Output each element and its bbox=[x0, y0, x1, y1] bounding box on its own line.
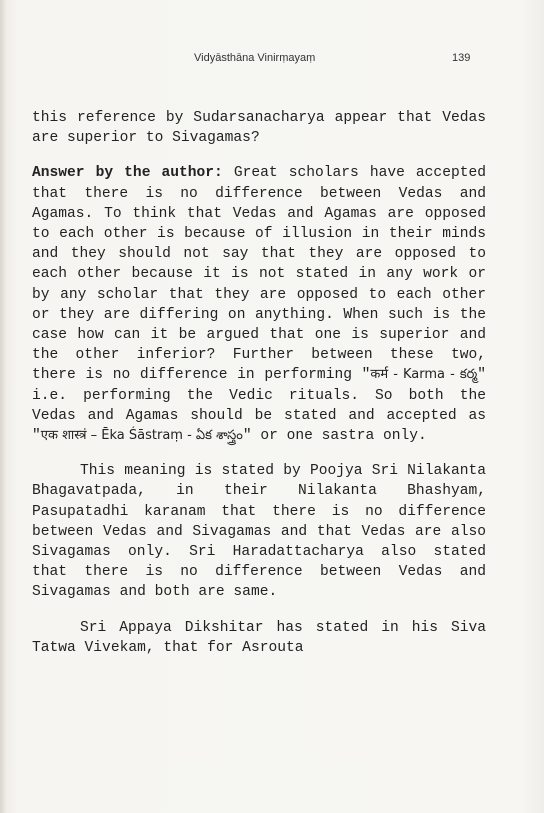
page-number: 139 bbox=[452, 52, 471, 64]
page-binding-edge bbox=[0, 0, 6, 813]
paragraph-3: This meaning is stated by Poojya Sri Nilakanta Bhagavatpada, in their Nilakanta Bhashyam, Pasupatadhi karanam that there is no difference between Vedas and Sivagamas and that Vedas are also Sivagamas only. Sri Haradattacharya also stated that there is no difference between Vedas and Sivagamas and both are same. bbox=[32, 463, 486, 601]
term-eka-sastram: एक शास्त्रं – Ēka Śāstraṃ - ఏక శాస్త్రం bbox=[40, 428, 243, 444]
running-head: Vidyāsthāna Vinirṃayaṃ bbox=[194, 52, 316, 64]
paragraph-2-text-b: " i.e. performing the Vedic rituals. So both the Vedas and Agamas should be stated and accepted as " bbox=[32, 367, 486, 445]
paragraph-2-text-a: Great scholars have accepted that there is no difference between Vedas and Agamas. To think that Vedas and Agamas are opposed to each other is because of illusion in their minds and they should not say that they are opposed to each other because it is not stated in any work or by any scholar that they are opposed to each other or they are differing on anything. When such is the case how can it be argued that one is superior and the other inferior? Further between these two, there is no difference in performing " bbox=[32, 165, 486, 384]
paragraph-4: Sri Appaya Dikshitar has stated in his Siva Tatwa Vivekam, that for Asrouta bbox=[32, 619, 486, 656]
page-header bbox=[0, 52, 544, 68]
paragraph-2 bbox=[32, 163, 486, 446]
paragraph-1: this reference by Sudarsanacharya appear that Vedas are superior to Sivagamas? bbox=[32, 110, 486, 147]
term-karma: कर्म - Karma - కర్మ bbox=[370, 367, 478, 383]
paragraph-2-text-c: " or one sastra only. bbox=[242, 428, 427, 445]
answer-label: Answer by the author: bbox=[32, 165, 223, 182]
page-body bbox=[32, 108, 486, 658]
